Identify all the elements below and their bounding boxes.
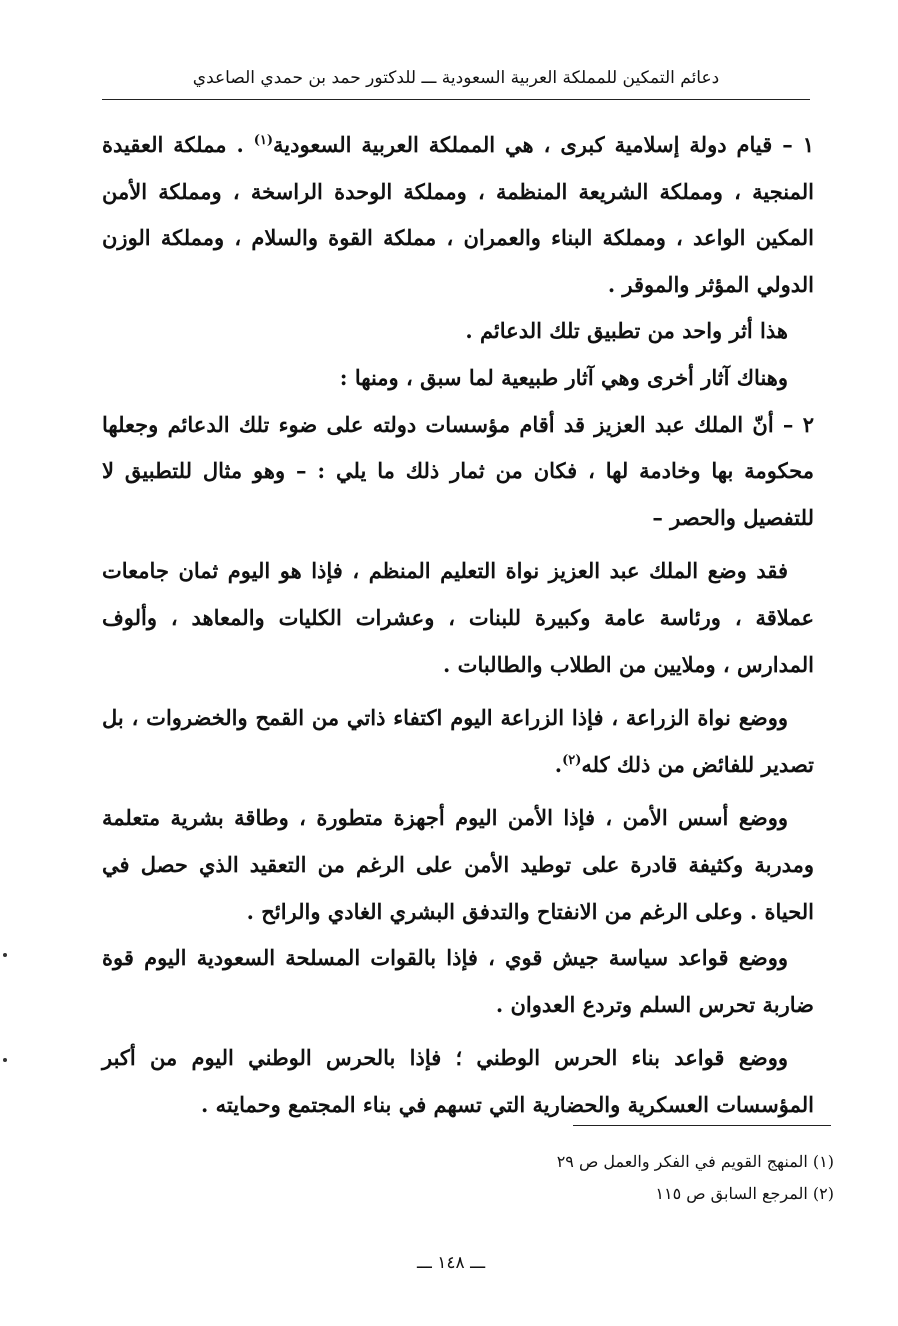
paragraph-1 xyxy=(102,122,814,308)
footnote-2: (٢) المرجع السابق ص ١١٥ xyxy=(655,1184,834,1203)
paragraph-1-start: ١ – قيام دولة إسلامية كبرى ، هي المملكة العربية السعودية xyxy=(273,132,814,157)
paragraph-3: وهناك آثار أخرى وهي آثار طبيعية لما سبق ، ومنها : xyxy=(339,364,788,390)
paragraph-6-end: . xyxy=(554,751,563,777)
footnotes xyxy=(300,1146,834,1210)
paragraph-8: ووضع قواعد سياسة جيش قوي ، فإذا بالقوات المسلحة السعودية اليوم قوة ضاربة تحرس السلم وتردع العدوان . xyxy=(102,945,814,1017)
paragraph-4: ٢ – أنّ الملك عبد العزيز قد أقام مؤسسات دولته على ضوء تلك الدعائم وجعلها محكومة بها وخادمة لها ، فكان من ثمار ذلك ما يلي : – وهو مثال للتطبيق لا للتفصيل والحصر – xyxy=(102,411,814,530)
paragraph-6-start: ووضع نواة الزراعة ، فإذا الزراعة اليوم اكتفاء ذاتي من القمح والخضروات ، بل تصدير للفائض من ذلك كله xyxy=(102,705,814,777)
paragraph-7: ووضع أسس الأمن ، فإذا الأمن اليوم أجهزة متطورة ، وطاقة بشرية متعلمة ومدربة وكثيفة قادرة على توطيد الأمن على الرغم من التعقيد الذي حصل في الحياة . وعلى الرغم من الانفتاح والتدفق البشري الغادي والرائح . xyxy=(102,805,814,924)
running-header: دعائم التمكين للمملكة العربية السعودية ـــ للدكتور حمد بن حمدي الصاعدي xyxy=(192,68,720,88)
footnote-divider xyxy=(573,1125,831,1126)
paragraph-1-rest: . مملكة العقيدة المنجية ، ومملكة الشريعة المنظمة ، ومملكة الوحدة الراسخة ، ومملكة الأمن المكين الواعد ، ومملكة البناء والعمران ، مملكة القوة والسلام ، ومملكة الوزن الدولي المؤثر والموقر . xyxy=(102,132,814,297)
paragraph-5: فقد وضع الملك عبد العزيز نواة التعليم المنظم ، فإذا هو اليوم ثمان جامعات عملاقة ، ورئاسة عامة وكبيرة للبنات ، وعشرات الكليات والمعاهد ، وألوف المدارس ، وملايين من الطلاب والطالبات . xyxy=(102,558,814,677)
scan-speck xyxy=(3,1058,7,1062)
main-text xyxy=(102,122,814,1128)
footnote-ref-2: (٢) xyxy=(562,752,582,768)
paragraph-9: ووضع قواعد بناء الحرس الوطني ؛ فإذا بالحرس الوطني اليوم من أكبر المؤسسات العسكرية والحضارية التي تسهم في بناء المجتمع وحمايته . xyxy=(102,1045,814,1117)
footnote-ref-1: (١) xyxy=(253,133,274,148)
page-number: ـــ ١٤٨ ـــ xyxy=(416,1253,486,1273)
paragraph-6 xyxy=(102,695,814,788)
paragraph-2: هذا أثر واحد من تطبيق تلك الدعائم . xyxy=(465,318,788,344)
scan-speck xyxy=(3,953,7,957)
header-divider xyxy=(102,99,810,100)
footnote-1: (١) المنهج القويم في الفكر والعمل ص ٢٩ xyxy=(556,1152,834,1171)
